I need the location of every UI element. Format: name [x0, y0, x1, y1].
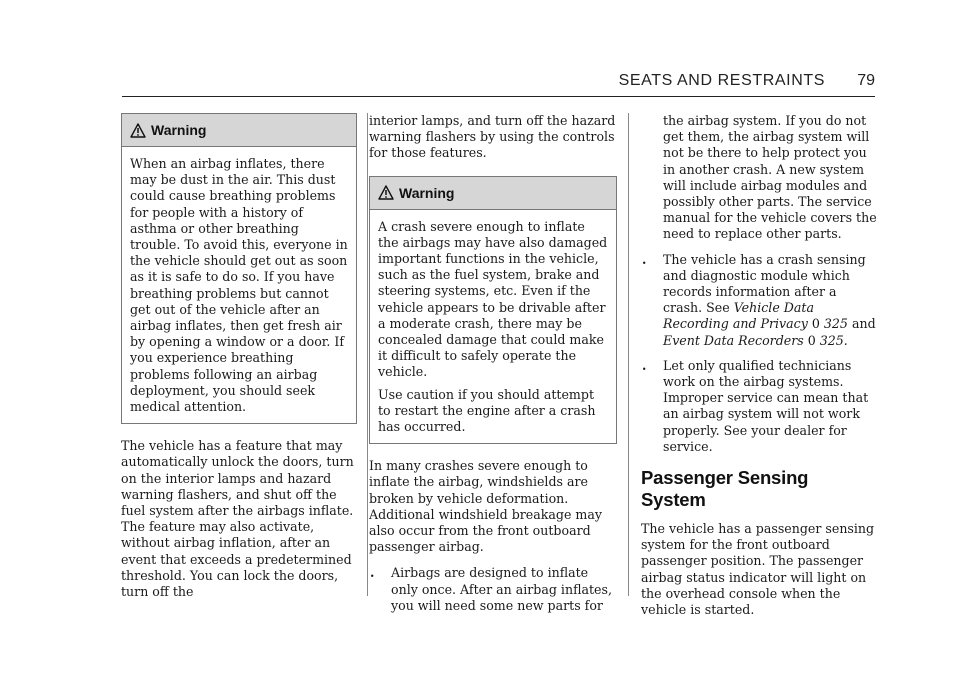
warning-title: Warning [399, 184, 455, 201]
list-item-body: The vehicle has a crash sensing and diagnostic module which records information after a crash. See [663, 251, 866, 316]
conjunction: and [851, 316, 876, 332]
column-1 [121, 113, 357, 610]
cross-reference-link[interactable]: Vehicle Data Recording and Privacy [663, 300, 814, 332]
page-number: 79 [857, 72, 875, 89]
warning-header [122, 114, 356, 147]
warning-text: When an airbag inflates, there may be dust in the air. This dust could cause breathing problems for people with a history of asthma or other breathing trouble. To avoid this, everyone in the vehicle should get out as soon as it is safe to do so. If you have breathing problems but cannot get out of the vehicle after an airbag inflates, then get fresh air by opening a window or a door. If you experience breathing problems following an airbag deployment, you should seek medical attention. [130, 156, 348, 415]
warning-body [122, 147, 356, 423]
column-divider [367, 113, 368, 596]
body-paragraph: The vehicle has a feature that may automatically unlock the doors, turn on the interior lamps and hazard warning flashers, and shut off the fuel system after the airbags inflate. The feature may also activate, without airbag inflation, after an event that exceeds a predetermined threshold. You can lock the doors, turn off the [121, 438, 354, 600]
list-item-text: Let only qualified technicians work on the airbag systems. Improper service can mean that an airbag system will not work properly. See your dealer for service. [663, 357, 869, 454]
bullet-marker: . [642, 357, 647, 373]
column-2 [369, 113, 617, 623]
list-item-text: the airbag system. If you do not get them, the airbag system will not be there to help protect you in another crash. A new system will include airbag modules and possibly other parts. The service manual for the vehicle covers the need to replace other parts. [663, 113, 877, 242]
list-item [641, 113, 877, 243]
bullet-marker: . [370, 565, 375, 581]
bullet-marker: . [642, 251, 647, 267]
warning-triangle-icon [378, 185, 394, 200]
warning-triangle-icon [130, 123, 146, 138]
cross-reference-link[interactable]: Event Data Recorders [663, 332, 804, 348]
page-reference[interactable]: 325 [823, 316, 848, 332]
page-header [122, 70, 875, 97]
page-ref-arrow-icon: 0 [811, 316, 820, 332]
page-ref-arrow-icon: 0 [807, 332, 816, 348]
warning-box [121, 113, 357, 424]
section-heading: Passenger Sensing System [641, 467, 809, 511]
body-paragraph: interior lamps, and turn off the hazard warning flashers by using the controls for those features. [369, 113, 616, 161]
list-item [641, 252, 877, 349]
warning-box [369, 176, 617, 445]
warning-header [370, 177, 616, 210]
list-item [369, 565, 617, 614]
page-reference[interactable]: 325 [819, 332, 844, 348]
body-paragraph: The vehicle has a passenger sensing system for the front outboard passenger position. The passenger airbag status indicator will light on the overhead console when the vehicle is started. [641, 521, 875, 618]
body-paragraph: In many crashes severe enough to inflate the airbag, windshields are broken by vehicle deformation. Additional windshield breakage may also occur from the front outboard passenger airbag. [369, 458, 602, 555]
list-item-text: The vehicle has a crash sensing and diagnostic module which records information after a crash. See Vehicle Data Recording and Privacy 0 325 and Event Data Recorders 0 325. [663, 251, 876, 348]
warning-body [370, 210, 616, 444]
column-3 [641, 113, 877, 628]
warning-title: Warning [151, 121, 207, 138]
list-item [641, 358, 877, 455]
column-divider [628, 113, 629, 596]
list-item-text: Airbags are designed to inflate only once. After an airbag inflates, you will need some new parts for [391, 565, 612, 613]
section-title: SEATS AND RESTRAINTS [618, 72, 825, 89]
warning-text: Use caution if you should attempt to restart the engine after a crash has occurred. [378, 386, 596, 435]
warning-text: A crash severe enough to inflate the airbags may have also damaged important functions in the vehicle, such as the fuel system, brake and steering systems, etc. Even if the vehicle appears to be drivable after a moderate crash, there may be concealed damage that could make it difficult to safely operate the vehicle. [378, 218, 608, 380]
